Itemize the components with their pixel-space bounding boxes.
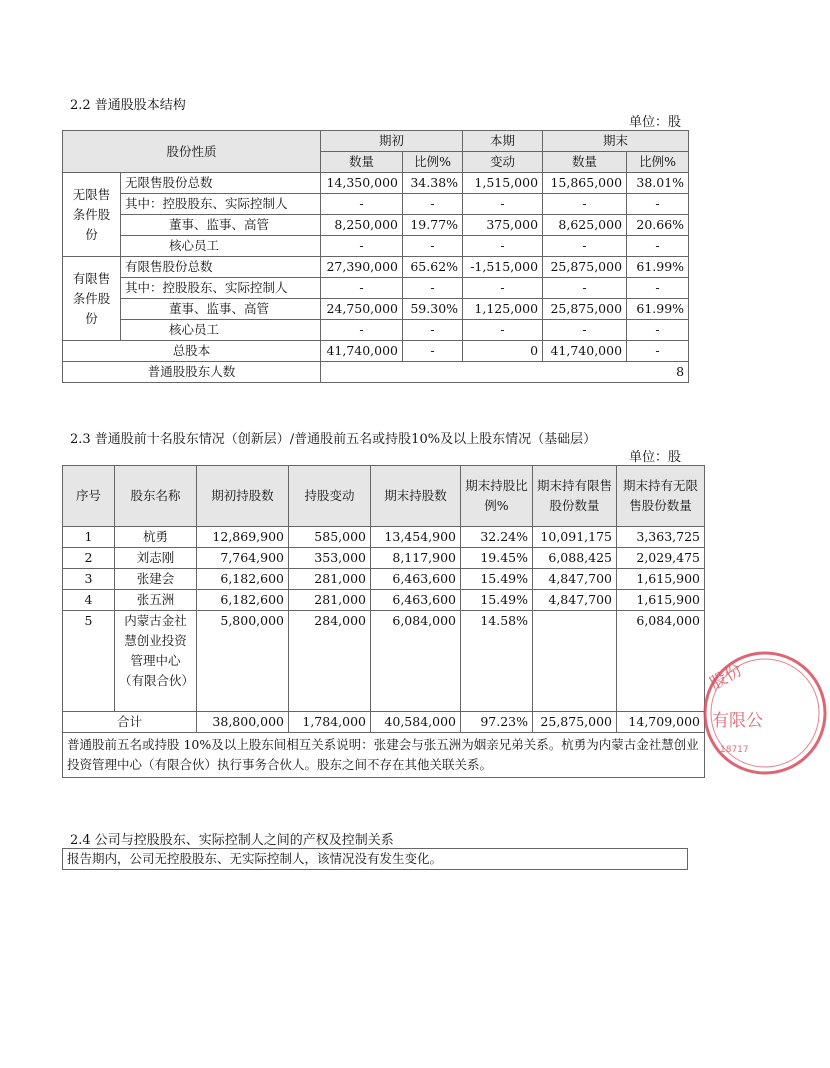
cell: 24,750,000 (321, 299, 403, 320)
total-row (63, 712, 705, 733)
holders-label: 普通股股东人数 (63, 362, 321, 383)
cell: 4 (63, 590, 115, 611)
cell: 6,182,600 (197, 590, 289, 611)
cell: 32.24% (461, 527, 533, 548)
header-change2: 变动 (463, 152, 543, 173)
header-name: 股东名称 (115, 466, 197, 527)
table-row (63, 548, 705, 569)
header-change: 持股变动 (289, 466, 371, 527)
cell: 353,000 (289, 548, 371, 569)
relationship-note: 普通股前五名或持股 10%及以上股东间相互关系说明：张建会与张五洲为姻亲兄弟关系。杭勇为内蒙古金社慧创业投资管理中心（有限合伙）执行事务合伙人。股东之间不存在其他关联关系。 (63, 733, 705, 778)
cell: 15.49% (461, 569, 533, 590)
cell: 4,847,700 (533, 590, 617, 611)
cell: -1,515,000 (463, 257, 543, 278)
cell: 1,125,000 (463, 299, 543, 320)
cell: 281,000 (289, 569, 371, 590)
cell: 61.99% (627, 257, 689, 278)
cell: 14,709,000 (617, 712, 705, 733)
cell: 14,350,000 (321, 173, 403, 194)
cell: - (627, 341, 689, 362)
section-2-3-title: 2.3 普通股前十名股东情况（创新层）/普通股前五名或持股10%及以上股东情况（基础层） (70, 432, 597, 447)
unit-label: 单位：股 (628, 115, 681, 130)
cell: 15.49% (461, 590, 533, 611)
svg-text:有限公: 有限公 (712, 711, 763, 731)
control-relationship-table (62, 848, 688, 870)
table-row (63, 569, 705, 590)
cell: - (321, 236, 403, 257)
row-name: 董事、监事、高管 (121, 215, 321, 236)
cell: - (403, 194, 463, 215)
cell: - (321, 278, 403, 299)
cell: 内蒙古金社慧创业投资管理中心（有限合伙） (115, 611, 197, 712)
cell: 375,000 (463, 215, 543, 236)
row-name: 无限售股份总数 (121, 173, 321, 194)
header-nature: 股份性质 (63, 131, 321, 173)
cell: 65.62% (403, 257, 463, 278)
control-relationship-content: 报告期内，公司无控股股东、无实际控制人，该情况没有发生变化。 (63, 849, 688, 870)
row-name: 有限售股份总数 (121, 257, 321, 278)
cell: 1,615,900 (617, 590, 705, 611)
cell: 10,091,175 (533, 527, 617, 548)
cell: - (627, 320, 689, 341)
cell: 6,084,000 (371, 611, 461, 712)
cell: 284,000 (289, 611, 371, 712)
svg-text:股份: 股份 (706, 660, 746, 695)
cell: 3 (63, 569, 115, 590)
cell: 8,625,000 (543, 215, 627, 236)
cell: 8,250,000 (321, 215, 403, 236)
cell (533, 611, 617, 712)
header-restricted: 期末持有限售股份数量 (533, 466, 617, 527)
cell: - (543, 194, 627, 215)
total-label: 总股本 (63, 341, 321, 362)
top-shareholders-table (62, 465, 705, 778)
cell: 6,182,600 (197, 569, 289, 590)
table-row (63, 611, 705, 712)
group-unrestricted: 无限售条件股份 (63, 173, 121, 257)
cell: 5 (63, 611, 115, 712)
cell: - (403, 341, 463, 362)
header-begin: 期初 (321, 131, 463, 152)
company-seal-stamp (700, 648, 830, 778)
cell: 281,000 (289, 590, 371, 611)
header-ratio: 比例% (403, 152, 463, 173)
section-2-4-title: 2.4 公司与控股股东、实际控制人之间的产权及控制关系 (70, 833, 394, 848)
header-ratio: 期末持股比例% (461, 466, 533, 527)
cell: 2 (63, 548, 115, 569)
cell: 刘志刚 (115, 548, 197, 569)
cell: - (463, 320, 543, 341)
cell: 1,784,000 (289, 712, 371, 733)
cell: - (321, 320, 403, 341)
cell: 14.58% (461, 611, 533, 712)
cell: 3,363,725 (617, 527, 705, 548)
cell: - (403, 320, 463, 341)
cell: 25,875,000 (533, 712, 617, 733)
row-name: 核心员工 (121, 320, 321, 341)
header-no: 序号 (63, 466, 115, 527)
cell: - (627, 194, 689, 215)
cell: 6,088,425 (533, 548, 617, 569)
cell: 1,515,000 (463, 173, 543, 194)
cell: - (321, 194, 403, 215)
cell: 6,084,000 (617, 611, 705, 712)
cell: 8,117,900 (371, 548, 461, 569)
cell: - (403, 278, 463, 299)
cell: - (403, 236, 463, 257)
row-name: 董事、监事、高管 (121, 299, 321, 320)
cell: 6,463,600 (371, 569, 461, 590)
cell: 34.38% (403, 173, 463, 194)
holders-value: 8 (321, 362, 689, 383)
cell: 5,800,000 (197, 611, 289, 712)
cell: 6,463,600 (371, 590, 461, 611)
cell: 41,740,000 (543, 341, 627, 362)
section-2-2-title: 2.2 普通股股本结构 (70, 98, 186, 113)
table-row (63, 590, 705, 611)
group-restricted: 有限售条件股份 (63, 257, 121, 341)
cell: 27,390,000 (321, 257, 403, 278)
header-begin: 期初持股数 (197, 466, 289, 527)
cell: 12,869,900 (197, 527, 289, 548)
cell: 15,865,000 (543, 173, 627, 194)
cell: 张五洲 (115, 590, 197, 611)
cell: 19.45% (461, 548, 533, 569)
cell: 20.66% (627, 215, 689, 236)
cell: 97.23% (461, 712, 533, 733)
cell: 1,615,900 (617, 569, 705, 590)
cell: - (627, 278, 689, 299)
cell: 7,764,900 (197, 548, 289, 569)
cell: 38,800,000 (197, 712, 289, 733)
cell: 1 (63, 527, 115, 548)
cell: 2,029,475 (617, 548, 705, 569)
total-label: 合计 (63, 712, 197, 733)
header-qty: 数量 (543, 152, 627, 173)
row-name: 其中：控股股东、实际控制人 (121, 278, 321, 299)
cell: 4,847,700 (533, 569, 617, 590)
header-change: 本期 (463, 131, 543, 152)
svg-text:18717: 18717 (720, 745, 749, 755)
cell: 59.30% (403, 299, 463, 320)
cell: - (543, 278, 627, 299)
header-unrestricted: 期末持有无限售股份数量 (617, 466, 705, 527)
cell: 585,000 (289, 527, 371, 548)
header-ratio: 比例% (627, 152, 689, 173)
cell: 25,875,000 (543, 299, 627, 320)
cell: - (463, 236, 543, 257)
header-end: 期末 (543, 131, 689, 152)
cell: - (463, 278, 543, 299)
cell: 41,740,000 (321, 341, 403, 362)
cell: 61.99% (627, 299, 689, 320)
cell: 0 (463, 341, 543, 362)
cell: 张建会 (115, 569, 197, 590)
header-end: 期末持股数 (371, 466, 461, 527)
cell: 38.01% (627, 173, 689, 194)
row-name: 核心员工 (121, 236, 321, 257)
cell: - (543, 236, 627, 257)
cell: 40,584,000 (371, 712, 461, 733)
cell: - (627, 236, 689, 257)
cell: 25,875,000 (543, 257, 627, 278)
cell: 19.77% (403, 215, 463, 236)
share-structure-table (62, 130, 689, 383)
row-name: 其中：控股股东、实际控制人 (121, 194, 321, 215)
cell: - (543, 320, 627, 341)
header-qty: 数量 (321, 152, 403, 173)
unit-label: 单位：股 (628, 450, 681, 465)
table-row (63, 527, 705, 548)
cell: - (463, 194, 543, 215)
cell: 13,454,900 (371, 527, 461, 548)
cell: 杭勇 (115, 527, 197, 548)
